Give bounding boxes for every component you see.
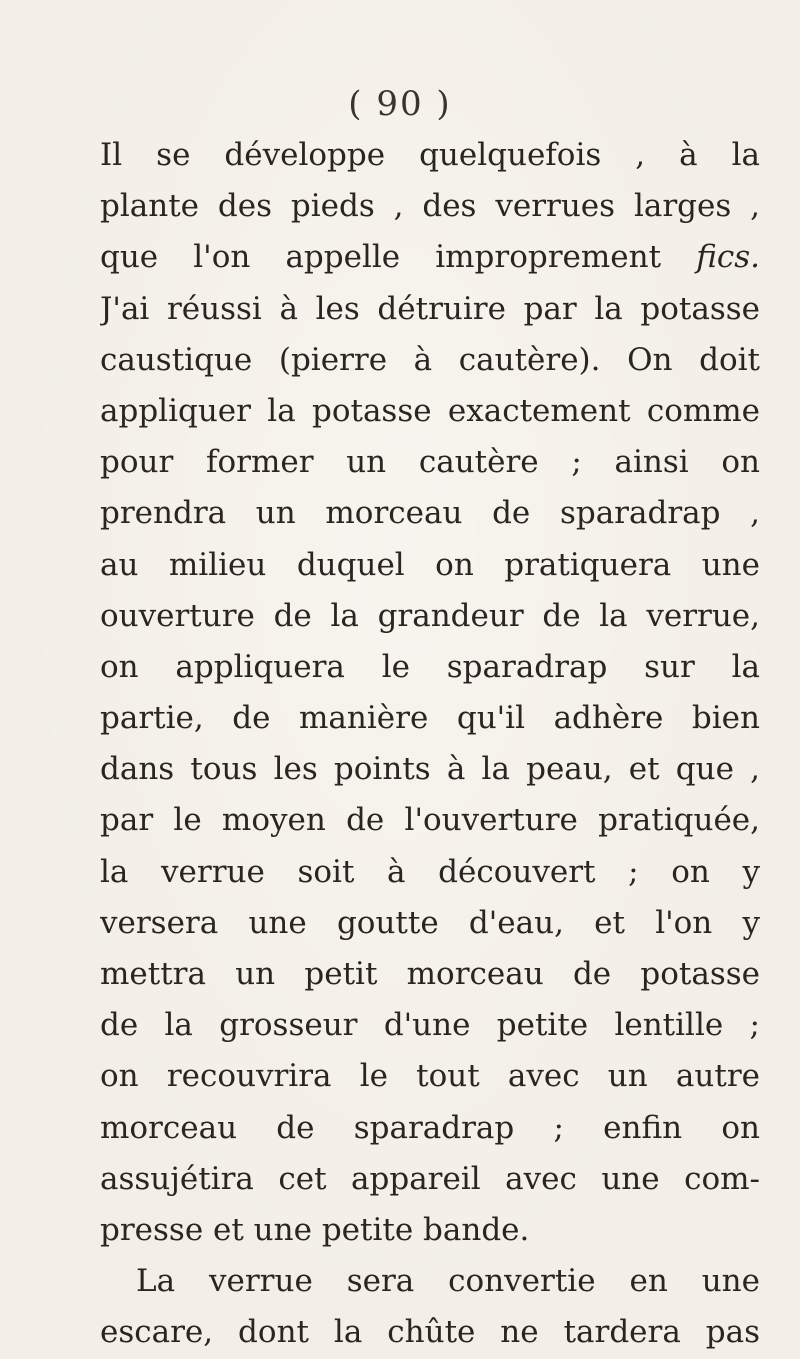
text-line-9: au milieu duquel on pratiquera une	[100, 546, 760, 583]
text-line-11: on appliquera le sparadrap sur la	[100, 648, 760, 685]
text-line-2: plante des pieds , des verrues larges ,	[100, 188, 760, 225]
text-line-22: presse et une petite bande.	[100, 1211, 530, 1248]
text-line-7: pour former un cautère ; ainsi on	[100, 444, 760, 481]
text-line-20: morceau de sparadrap ; enfin on	[100, 1109, 760, 1146]
italic-term: fics.	[696, 239, 760, 276]
text-line-8: prendra un morceau de sparadrap ,	[100, 495, 760, 532]
text-line-18: de la grosseur d'une petite lentille ;	[100, 1007, 760, 1044]
text-line-19: on recouvrira le tout avec un autre	[100, 1058, 760, 1095]
text-line-16: versera une goutte d'eau, et l'on y	[100, 904, 760, 941]
text-line-13: dans tous les points à la peau, et que ,	[100, 751, 760, 788]
text-line-24: escare, dont la chûte ne tardera pas	[100, 1314, 760, 1351]
text-line-15: la verrue soit à découvert ; on y	[100, 853, 760, 890]
text-line-3	[100, 232, 760, 283]
text-line-14: par le moyen de l'ouverture pratiquée,	[100, 802, 760, 839]
text-line-21: assujétira cet appareil avec une com-	[100, 1160, 760, 1197]
text-line-4: J'ai réussi à les détruire par la potasse	[100, 290, 760, 327]
text-line-12: partie, de manière qu'il adhère bien	[100, 700, 760, 737]
text-line-6: appliquer la potasse exactement comme	[100, 392, 760, 429]
text-line-3-roman: que l'on appelle improprement	[100, 239, 662, 276]
text-line-23: La verrue sera convertie en une	[136, 1263, 760, 1300]
page-number: ( 90 )	[348, 84, 452, 124]
text-line-17: mettra un petit morceau de potasse	[100, 956, 760, 992]
body-text	[100, 130, 760, 1359]
text-line-10: ouverture de la grandeur de la verrue,	[100, 597, 760, 634]
text-line-5: caustique (pierre à cautère). On doit	[100, 341, 760, 378]
text-line-1: Il se développe quelquefois , à la	[100, 137, 760, 173]
